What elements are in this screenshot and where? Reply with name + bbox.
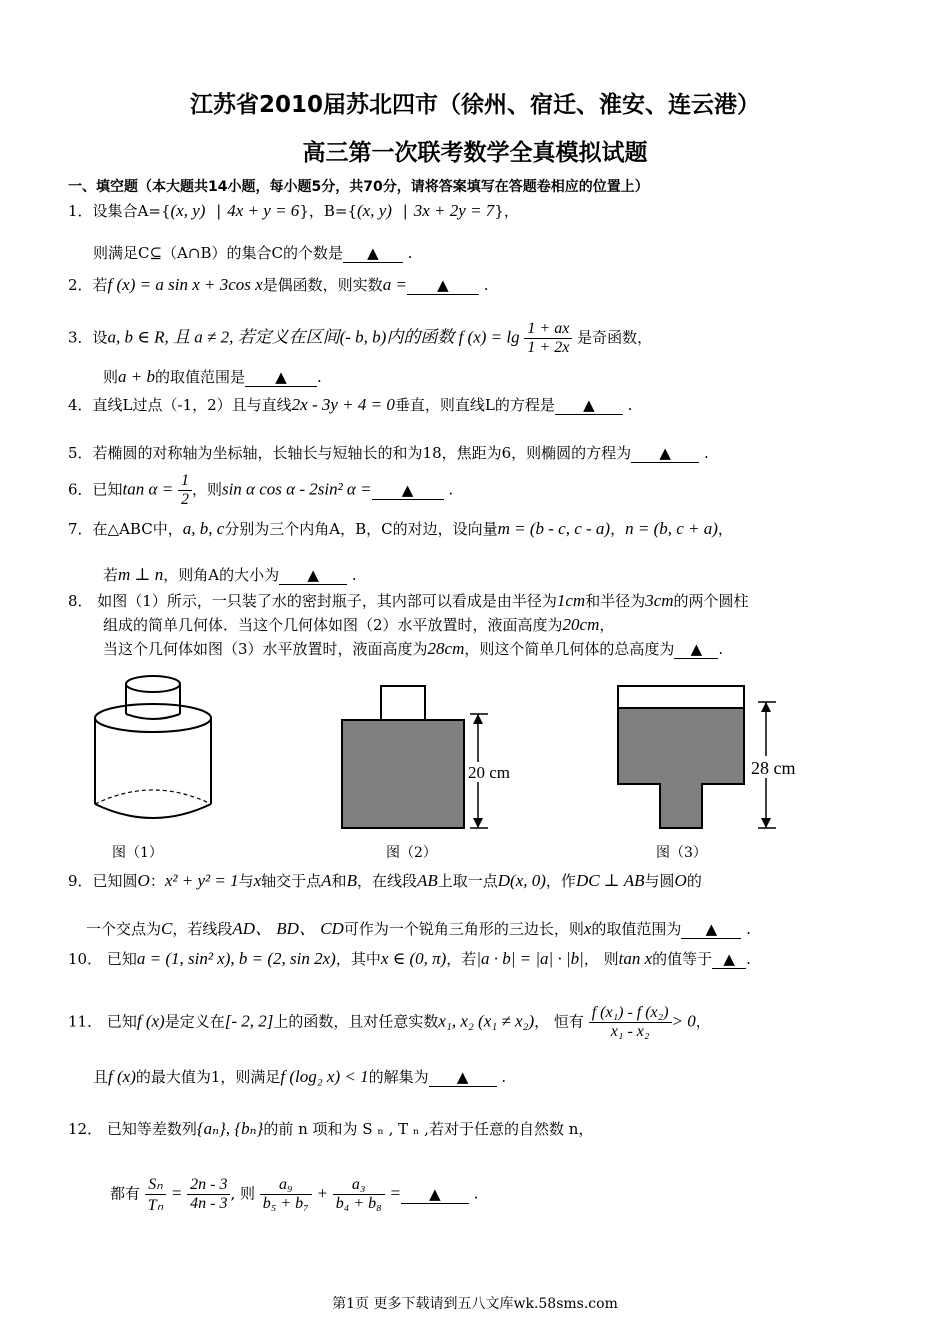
page-title-line2: 高三第一次联考数学全真模拟试题 <box>302 140 648 166</box>
answer-blank[interactable]: ▲ <box>555 396 623 415</box>
question-9-line1: 9．已知圆O：x² + y² = 1与x轴交于点A和B，在线段AB上取一点D(x, 0)，作DC ⊥ AB与圆O的 <box>68 871 702 890</box>
page-footer: 第1页 更多下载请到五八文库wk.58sms.com <box>332 1296 618 1312</box>
fraction: $\frac{2n - 3}{4n - 3}$ <box>187 1176 230 1213</box>
question-1-line1: 1．设集合A={(x, y) | 4x + y = 6}，B={(x, y) | 3x + 2y = 7}， <box>68 201 519 220</box>
fraction: $\frac{1 + ax}{1 + 2x}$ <box>524 320 572 357</box>
water-region <box>342 720 464 828</box>
water-region <box>618 708 744 828</box>
question-11-line2: 且f (x)的最大值为1，则满足f (log₂ x) < 1的解集为 ▲ . <box>93 1067 507 1086</box>
figure-3-label: 图（3） <box>656 845 707 861</box>
fraction: $\frac{\text{a₃}}{\text{b₄ + b₈}}$ <box>333 1176 385 1213</box>
answer-blank[interactable]: ▲ <box>407 276 479 295</box>
question-8-line2: 组成的简单几何体．当这个几何体如图（2）水平放置时，液面高度为20cm， <box>103 615 615 634</box>
answer-blank[interactable]: ▲ <box>401 1185 469 1204</box>
answer-blank[interactable]: ▲ <box>429 1068 497 1087</box>
question-2: 2．若f (x) = a sin x + 3cos x是偶函数，则实数a = ▲ . <box>68 275 489 294</box>
answer-blank[interactable]: ▲ <box>674 640 718 659</box>
fraction: $\frac{\text{a₉}}{\text{b₅ + b₇}}$ <box>260 1176 312 1213</box>
question-12-line2: 都有 $\frac{\text{Sₙ}}{\text{Tₙ}}$ = $\frac{2n - 3}{4n - 3}$ , 则 $\frac{\text{a₉}}{\text{b₅ + b₇}}$ + $\frac{\text{a₃}}{\text{b₄ + b₈}}$ = ▲ . <box>110 1176 479 1214</box>
figure-2-diagram <box>318 682 514 834</box>
answer-blank[interactable]: ▲ <box>279 566 347 585</box>
question-7-line1: 7．在△ABC中，a, b, c分别为三个内角A，B，C的对边，设向量m = (b - c, c - a)，n = (b, c + a)， <box>68 519 733 538</box>
figure-1-label: 图（1） <box>112 845 163 861</box>
question-3-line1: 3．设a, b ∈ R, 且 a ≠ 2, 若定义在区间(- b, b)内的函数 f (x) = lg $\frac{1 + ax}{1 + 2x}$ 是奇函数， <box>68 320 653 356</box>
answer-blank[interactable]: ▲ <box>631 444 699 463</box>
figure-3-diagram <box>614 682 814 834</box>
answer-blank[interactable]: ▲ <box>372 481 444 500</box>
answer-blank[interactable]: ▲ <box>245 368 317 387</box>
answer-blank[interactable]: ▲ <box>681 920 741 939</box>
fraction: $\frac{\text{f (x₁) - f (x₂)}}{\text{x₁ - x₂}}$ <box>589 1004 672 1041</box>
question-1-line2: 则满足C⊆（A∩B）的集合C的个数是 ▲ . <box>93 244 413 262</box>
answer-blank[interactable]: ▲ <box>712 950 746 969</box>
question-8-line1: 8． 如图（1）所示，一只装了水的密封瓶子，其内部可以看成是由半径为1cm和半径为3cm的两个圆柱 <box>68 591 749 610</box>
small-cylinder-top <box>126 676 180 692</box>
question-3-line2: 则a + b的取值范围是 ▲ . <box>103 367 322 386</box>
figure-2-label: 图（2） <box>386 845 437 861</box>
fig3-dimension-label: 28 cm <box>751 758 796 778</box>
figure-1-bottle <box>86 672 220 832</box>
question-6: 6．已知tan α = $\frac{1}{2}$ ，则sin α cos α - 2sin² α = ▲ . <box>68 472 454 508</box>
page-title-line1: 江苏省2010届苏北四市（徐州、宿迁、淮安、连云港） <box>189 92 760 118</box>
question-5: 5．若椭圆的对称轴为坐标轴，长轴长与短轴长的和为18，焦距为6，则椭圆的方程为 ▲ . <box>68 444 709 462</box>
question-10: 10． 已知a = (1, sin² x), b = (2, sin 2x)，其中x ∈ (0, π)，若|a · b| = |a| · |b|， 则tan x的值等于 ▲ . <box>68 949 751 968</box>
fig2-dimension-label: 20 cm <box>468 763 511 782</box>
question-7-line2: 若m ⊥ n，则角A的大小为 ▲ . <box>103 565 357 584</box>
fraction: $\frac{\text{Sₙ}}{\text{Tₙ}}$ <box>145 1174 166 1215</box>
question-9-line2: 一个交点为C，若线段AD、 BD、 CD可作为一个锐角三角形的三边长，则x的取值范围为 ▲ . <box>86 919 751 938</box>
fraction: $\frac{1}{2}$ <box>178 472 192 509</box>
answer-blank[interactable]: ▲ <box>343 244 403 263</box>
question-4: 4．直线L过点（-1，2）且与直线2x - 3y + 4 = 0垂直，则直线L的方程是 ▲ . <box>68 395 633 414</box>
question-11-line1: 11． 已知f (x)是定义在[- 2, 2]上的函数，且对任意实数x₁, x₂ (x₁ ≠ x₂)， 恒有 $\frac{\text{f (x₁) - f (x₂)}}{\text{x₁ - x₂}}$ > 0， <box>68 1004 711 1040</box>
section-heading: 一、填空题（本大题共14小题，每小题5分，共70分，请将答案填写在答题卷相应的位置上） <box>68 179 649 195</box>
question-8-line3: 当这个几何体如图（3）水平放置时，液面高度为28cm，则这个简单几何体的总高度为 ▲ . <box>103 639 724 658</box>
question-12-line1: 12． 已知等差数列{aₙ}, {bₙ}的前 n 项和为 S ₙ , T ₙ ,若对于任意的自然数 n， <box>68 1119 594 1138</box>
